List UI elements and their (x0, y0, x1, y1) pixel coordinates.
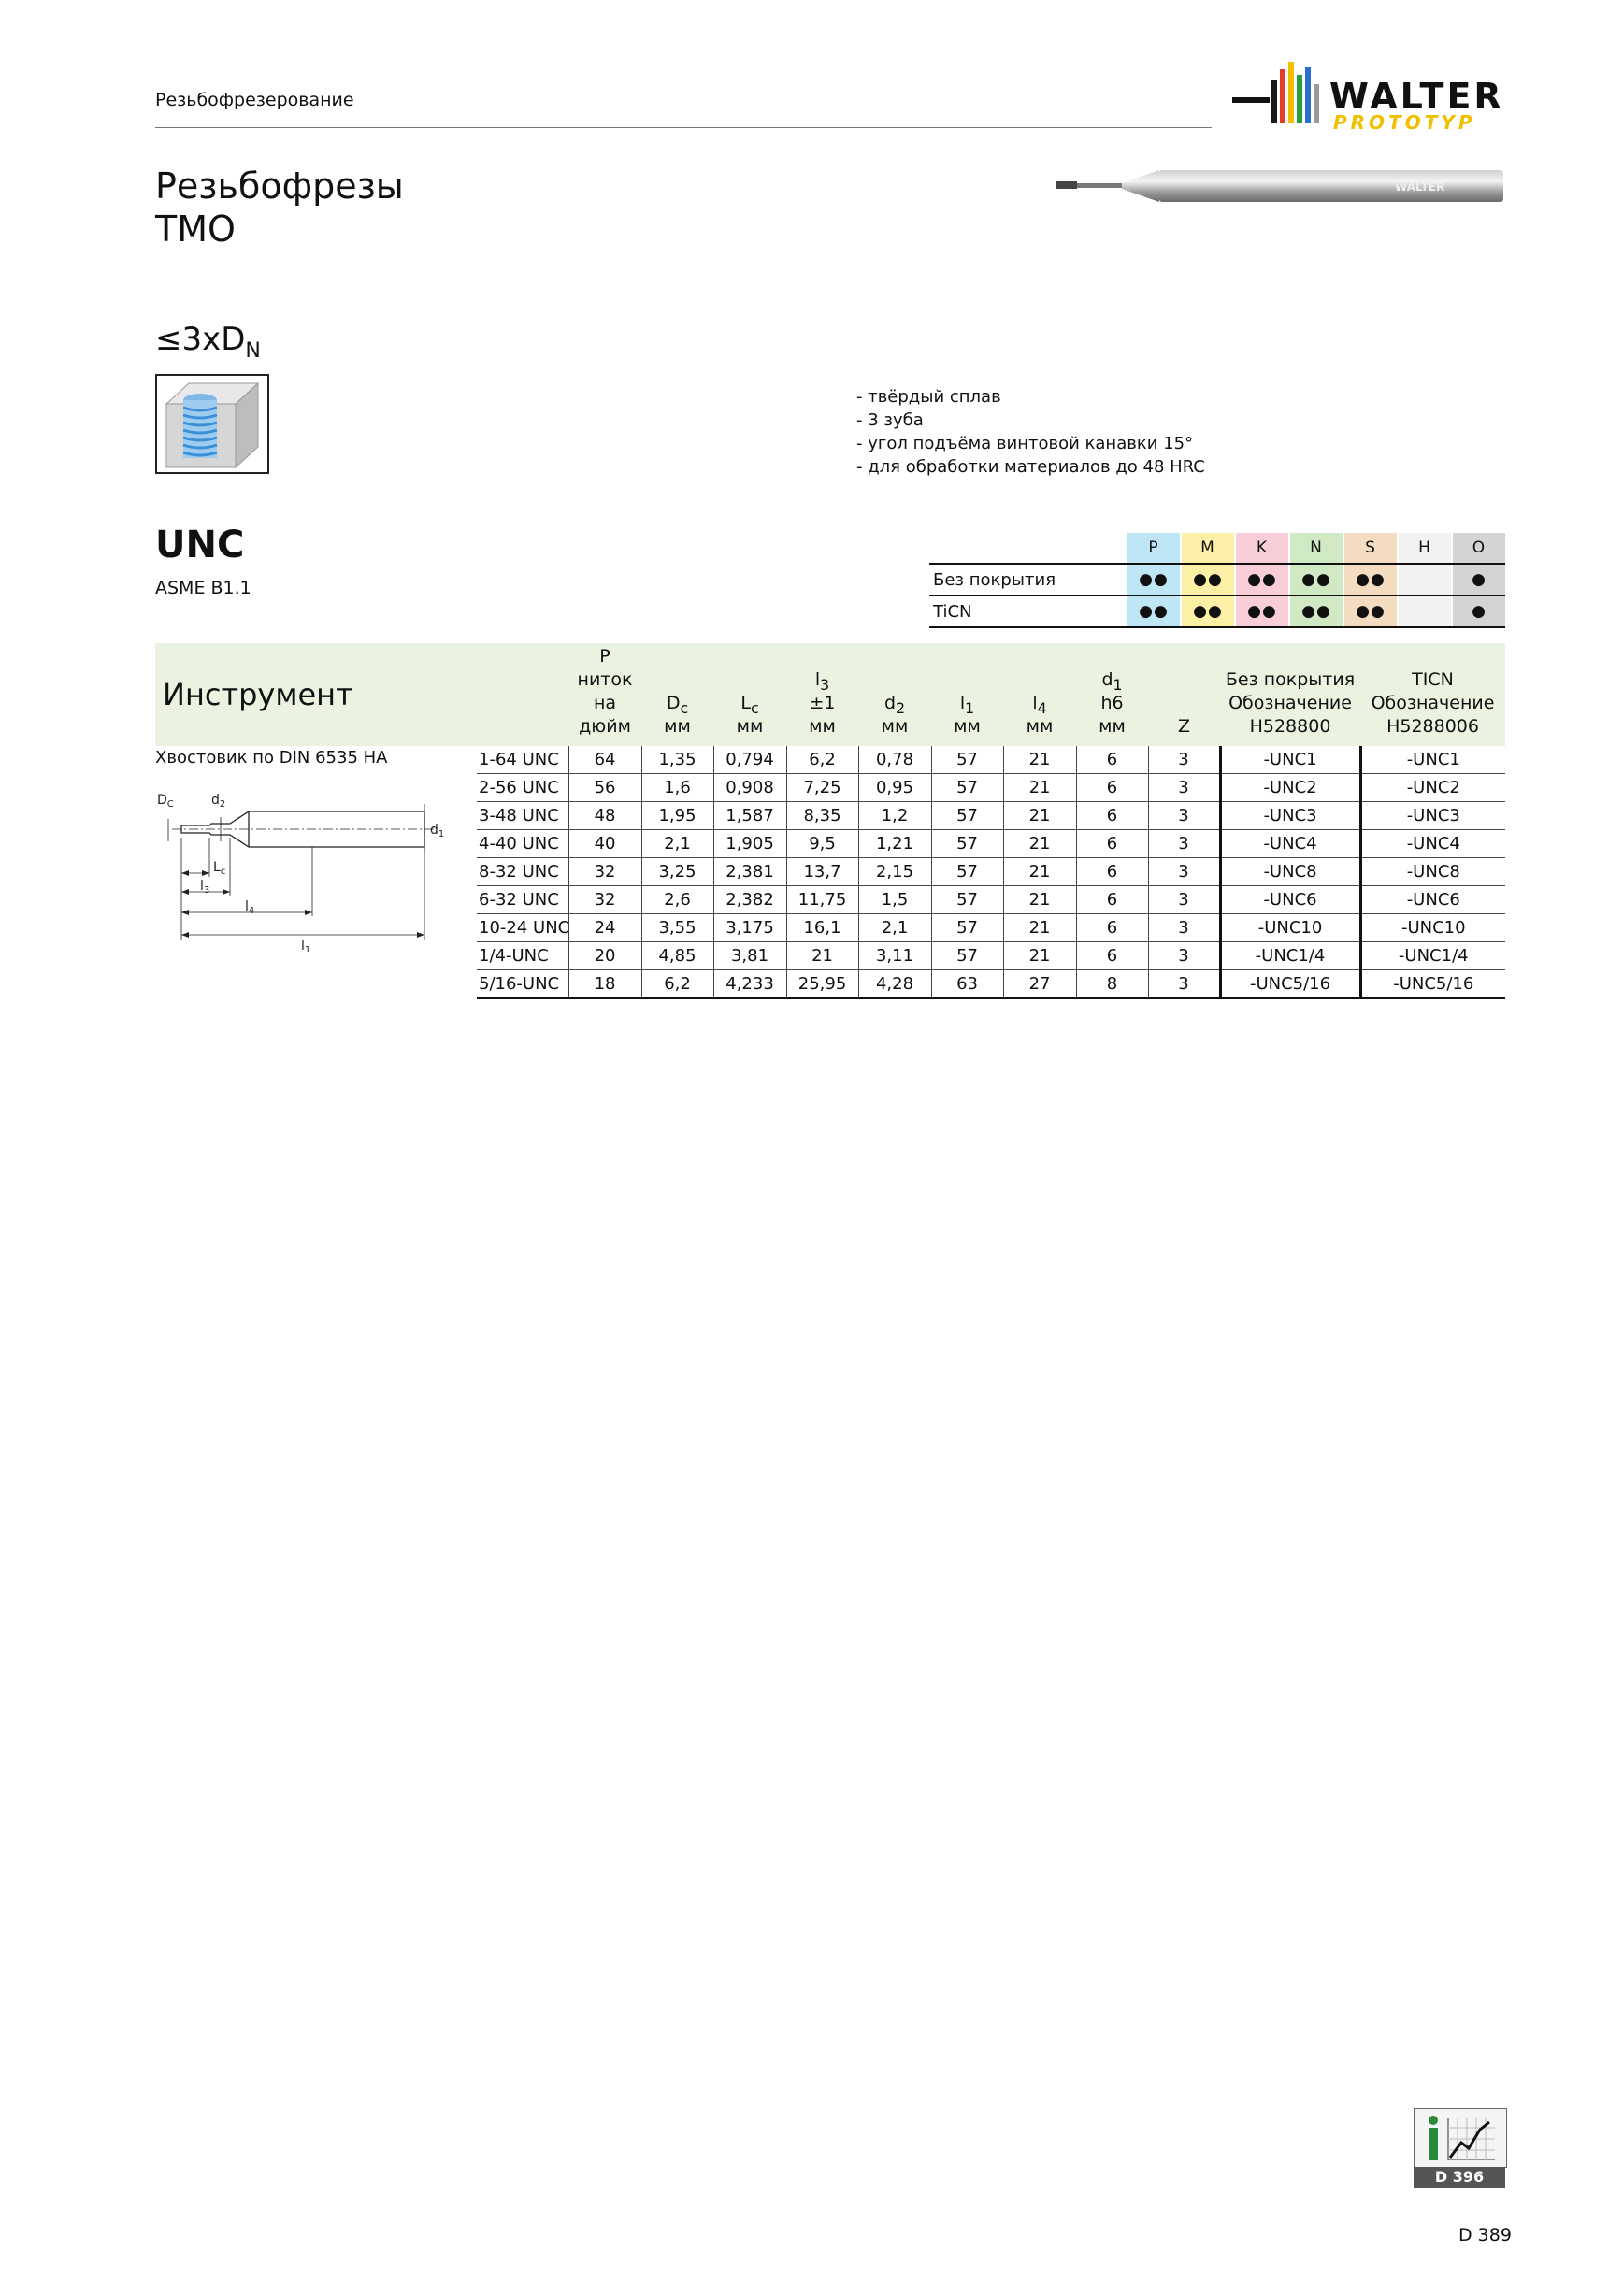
logo-word: WALTER (1329, 76, 1504, 117)
cell-ticn[interactable]: -UNC3 (1360, 802, 1505, 830)
cell-d1: 6 (1076, 746, 1148, 774)
cell-d1: 6 (1076, 914, 1148, 942)
cell-l3: 6,2 (786, 746, 858, 774)
cell-uncoated[interactable]: -UNC4 (1220, 830, 1360, 858)
cell-lc: 0,794 (713, 746, 786, 774)
col-header-l1: $l_1$ мм (931, 643, 1003, 746)
cell-lc: 4,233 (713, 970, 786, 999)
feature-item: - угол подъёма винтовой канавки 15° (856, 434, 1194, 453)
cell-l1: 57 (931, 802, 1003, 830)
header-rule (155, 127, 1212, 128)
cell-z: 3 (1148, 858, 1220, 886)
page-number: D 389 (1458, 2225, 1512, 2246)
cell-ticn[interactable]: -UNC1 (1360, 746, 1505, 774)
suitability-mark: ●● (1127, 596, 1181, 627)
info-reference-icon[interactable] (1414, 2108, 1507, 2168)
suitability-mark: ●● (1235, 596, 1289, 627)
cell-d1: 8 (1076, 970, 1148, 999)
cell-uncoated[interactable]: -UNC1 (1220, 746, 1360, 774)
cell-d2: 2,1 (858, 914, 931, 942)
cell-dc: 2,1 (641, 830, 713, 858)
suitability-mark: ● (1452, 564, 1505, 596)
cell-lc: 2,382 (713, 886, 786, 914)
cell-l4: 21 (1003, 774, 1076, 802)
cell-z: 3 (1148, 970, 1220, 999)
page-title: Резьбофрезы (155, 165, 404, 207)
col-header-l4: $l_4$ мм (1003, 643, 1076, 746)
depth-prefix: ≤3xD (155, 321, 246, 358)
cell-d2: 1,5 (858, 886, 931, 914)
cell-d1: 6 (1076, 858, 1148, 886)
suitability-mark (1398, 564, 1452, 596)
cell-lc: 3,81 (713, 942, 786, 970)
logo-sub: PROTOTYP (1333, 111, 1476, 134)
tool-dimension-drawing (155, 791, 464, 952)
cell-l4: 21 (1003, 914, 1076, 942)
cell-lc: 3,175 (713, 914, 786, 942)
material-row-label: TiCN (929, 596, 1127, 627)
cell-l4: 21 (1003, 858, 1076, 886)
logo-dash (1232, 97, 1270, 103)
cell-dc: 6,2 (641, 970, 713, 999)
cell-z: 3 (1148, 830, 1220, 858)
tool-header: Инструмент (155, 643, 568, 746)
thread-size: 8-32 UNC (477, 858, 568, 886)
col-header-z: Z (1148, 643, 1220, 746)
thread-size: 2-56 UNC (477, 774, 568, 802)
cell-p: 56 (568, 774, 641, 802)
blind-thread-icon (155, 374, 269, 474)
cell-l1: 57 (931, 886, 1003, 914)
cell-lc: 1,587 (713, 802, 786, 830)
cell-lc: 1,905 (713, 830, 786, 858)
depth-sub: N (245, 338, 261, 363)
cell-l1: 57 (931, 858, 1003, 886)
feature-item: - для обработки материалов до 48 HRC (856, 457, 1205, 477)
suitability-mark: ●● (1289, 564, 1343, 596)
cell-dc: 1,35 (641, 746, 713, 774)
suitability-mark: ●● (1181, 596, 1235, 627)
feature-item: - твёрдый сплав (856, 387, 1001, 407)
cell-p: 18 (568, 970, 641, 999)
cell-l1: 57 (931, 830, 1003, 858)
material-group-k: K (1235, 533, 1289, 564)
cell-z: 3 (1148, 746, 1220, 774)
thread-size: 1/4-UNC (477, 942, 568, 970)
drawing-label-d1: $d_1$ (430, 823, 445, 839)
col-header-dc: $D_c$ мм (641, 643, 713, 746)
drawing-label-l1: $l_1$ (301, 939, 311, 952)
material-grid (929, 533, 1505, 628)
suitability-mark (1398, 596, 1452, 627)
col-header-d2: $d_2$ мм (858, 643, 931, 746)
col-header-p: P ниток на дюйм (568, 643, 641, 746)
col-header-d1: $d_1$ h6 мм (1076, 643, 1148, 746)
thread-size: 1-64 UNC (477, 746, 568, 774)
cell-l3: 7,25 (786, 774, 858, 802)
cell-l3: 21 (786, 942, 858, 970)
suitability-mark: ●● (1289, 596, 1343, 627)
thread-mill-image (1056, 159, 1505, 215)
cell-l4: 27 (1003, 970, 1076, 999)
cell-ticn[interactable]: -UNC4 (1360, 830, 1505, 858)
drawing-label-l4: $l_4$ (245, 899, 255, 916)
cell-l4: 21 (1003, 746, 1076, 774)
cell-l4: 21 (1003, 942, 1076, 970)
shank-label: Хвостовик по DIN 6535 HA (155, 748, 388, 768)
cell-z: 3 (1148, 942, 1220, 970)
material-group-n: N (1289, 533, 1343, 564)
page-subtitle: TMO (155, 208, 236, 250)
material-grid-header (929, 533, 1505, 564)
logo-color-bars (1271, 62, 1331, 123)
thread-size: 5/16-UNC (477, 970, 568, 999)
cell-z: 3 (1148, 886, 1220, 914)
suitability-mark: ●● (1343, 596, 1398, 627)
thread-size: 6-32 UNC (477, 886, 568, 914)
walter-prototyp-logo (1232, 60, 1517, 134)
cell-l4: 21 (1003, 802, 1076, 830)
suitability-mark: ●● (1343, 564, 1398, 596)
cell-p: 24 (568, 914, 641, 942)
cell-ticn[interactable]: -UNC10 (1360, 914, 1505, 942)
material-group-h: H (1398, 533, 1452, 564)
cell-l3: 8,35 (786, 802, 858, 830)
cell-l1: 57 (931, 942, 1003, 970)
cell-uncoated[interactable]: -UNC5/16 (1220, 970, 1360, 999)
cell-dc: 2,6 (641, 886, 713, 914)
cell-dc: 4,85 (641, 942, 713, 970)
cell-uncoated[interactable]: -UNC8 (1220, 858, 1360, 886)
cell-d1: 6 (1076, 802, 1148, 830)
feature-item: - 3 зуба (856, 410, 924, 430)
thread-size: 4-40 UNC (477, 830, 568, 858)
cell-ticn[interactable]: -UNC5/16 (1360, 970, 1505, 999)
cell-l3: 13,7 (786, 858, 858, 886)
cell-ticn[interactable]: -UNC2 (1360, 774, 1505, 802)
table-row (155, 746, 1505, 774)
cell-ticn[interactable]: -UNC1/4 (1360, 942, 1505, 970)
cell-p: 20 (568, 942, 641, 970)
cell-d1: 6 (1076, 886, 1148, 914)
cell-d2: 0,95 (858, 774, 931, 802)
drawing-label-l3: $l_3$ (200, 879, 210, 896)
cell-z: 3 (1148, 802, 1220, 830)
feature-list (856, 385, 1205, 479)
depth-label (155, 321, 261, 363)
cell-uncoated[interactable]: -UNC3 (1220, 802, 1360, 830)
cell-p: 32 (568, 886, 641, 914)
standard-title: UNC (155, 524, 245, 567)
cell-l1: 63 (931, 970, 1003, 999)
cell-d1: 6 (1076, 942, 1148, 970)
material-row (929, 564, 1505, 596)
section-label: Резьбофрезерование (155, 90, 354, 110)
cell-uncoated[interactable]: -UNC2 (1220, 774, 1360, 802)
cell-z: 3 (1148, 774, 1220, 802)
thread-size: 10-24 UNC (477, 914, 568, 942)
cell-d2: 4,28 (858, 970, 931, 999)
svg-text:WALTER: WALTER (1395, 180, 1445, 194)
cell-l1: 57 (931, 914, 1003, 942)
table-header-row (155, 643, 1505, 746)
cell-p: 40 (568, 830, 641, 858)
cell-d2: 2,15 (858, 858, 931, 886)
cell-p: 32 (568, 858, 641, 886)
material-group-m: M (1181, 533, 1235, 564)
cell-lc: 2,381 (713, 858, 786, 886)
cell-ticn[interactable]: -UNC8 (1360, 858, 1505, 886)
cell-p: 64 (568, 746, 641, 774)
material-group-o: O (1452, 533, 1505, 564)
reference-page-label[interactable]: D 396 (1414, 2167, 1505, 2188)
cell-d2: 1,21 (858, 830, 931, 858)
material-group-s: S (1343, 533, 1398, 564)
cell-l1: 57 (931, 746, 1003, 774)
cell-z: 3 (1148, 914, 1220, 942)
cell-uncoated[interactable]: -UNC6 (1220, 886, 1360, 914)
cell-l1: 57 (931, 774, 1003, 802)
material-row (929, 596, 1505, 627)
cell-p: 48 (568, 802, 641, 830)
cell-l4: 21 (1003, 830, 1076, 858)
material-row-label: Без покрытия (929, 564, 1127, 596)
cell-d1: 6 (1076, 830, 1148, 858)
cell-l3: 16,1 (786, 914, 858, 942)
suitability-mark: ●● (1127, 564, 1181, 596)
cell-ticn[interactable]: -UNC6 (1360, 886, 1505, 914)
cell-d2: 1,2 (858, 802, 931, 830)
cell-uncoated[interactable]: -UNC1/4 (1220, 942, 1360, 970)
cell-d1: 6 (1076, 774, 1148, 802)
standard-subtitle: ASME B1.1 (155, 578, 251, 598)
cell-uncoated[interactable]: -UNC10 (1220, 914, 1360, 942)
col-header-uncoated: Без покрытия Обозначение H528800 (1220, 643, 1360, 746)
suitability-mark: ●● (1181, 564, 1235, 596)
drawing-label-lc: $L_c$ (213, 860, 226, 877)
cell-d2: 3,11 (858, 942, 931, 970)
cell-l4: 21 (1003, 886, 1076, 914)
cell-dc: 1,95 (641, 802, 713, 830)
col-header-ticn: TICN Обозначение H5288006 (1360, 643, 1505, 746)
drawing-label-dc: $D_C$ (157, 793, 174, 810)
thread-size: 3-48 UNC (477, 802, 568, 830)
cell-dc: 1,6 (641, 774, 713, 802)
cell-d2: 0,78 (858, 746, 931, 774)
drawing-label-d2: $d_2$ (211, 793, 226, 810)
cell-dc: 3,25 (641, 858, 713, 886)
cell-l3: 11,75 (786, 886, 858, 914)
col-header-lc: $L_c$ мм (713, 643, 786, 746)
cell-l3: 9,5 (786, 830, 858, 858)
cell-l3: 25,95 (786, 970, 858, 999)
suitability-mark: ●● (1235, 564, 1289, 596)
cell-lc: 0,908 (713, 774, 786, 802)
material-group-p: P (1127, 533, 1181, 564)
cell-dc: 3,55 (641, 914, 713, 942)
suitability-mark: ● (1452, 596, 1505, 627)
col-header-l3: $l_3$ ±1 мм (786, 643, 858, 746)
